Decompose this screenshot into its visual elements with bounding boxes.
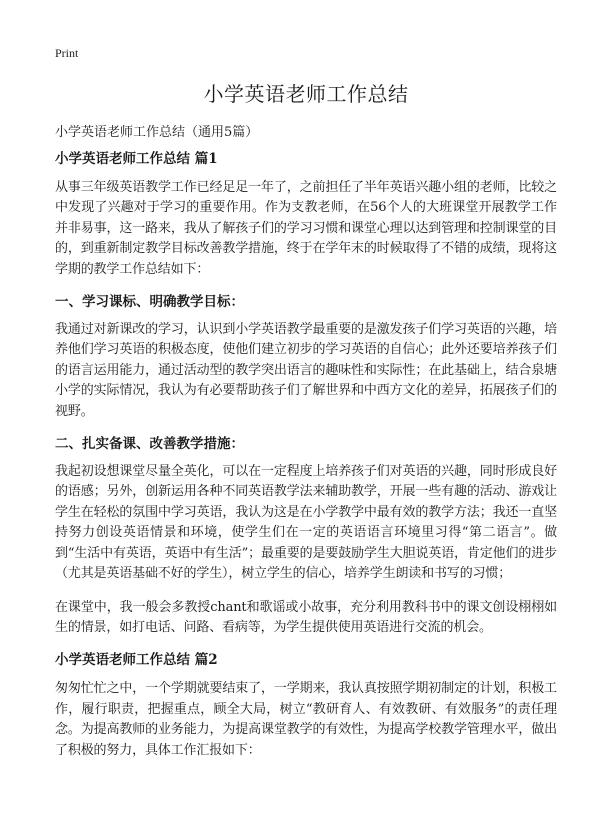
article-intro-paragraph: 匆匆忙忙之中，一个学期就要结束了，一学期来，我认真按照学期初制定的计划，积极工作，履行职责，把握重点，顾全大局，树立“教研育人、有效教研、有效服务”的责任理念。为提高教师的业务能力，为提高课堂教学的有效性，为提高学校教学管理水平，做出了积极的努力，具体工作汇报如下： <box>55 681 557 758</box>
body-paragraph: 在课堂中，我一般会多教授chant和歌谣或小故事，充分利用教科书中的课文创设栩栩如生的情景，如打电话、问路、看病等，为学生提供使用英语进行交流的机会。 <box>55 599 557 635</box>
article-intro-paragraph: 从事三年级英语教学工作已经足足一年了，之前担任了半年英语兴趣小组的老师，比较之中发现了兴趣对于学习的重要作用。作为支教老师，在56个人的大班课堂开展教学工作并非易事，这一路来，我从了解孩子们的学习习惯和课堂心理以达到管理和控制课堂的目的，到重新制定教学目标改善教学措施，终于在学年末的时候取得了不错的成绩，现将这学期的教学工作总结如下： <box>55 180 557 277</box>
article-heading: 小学英语老师工作总结 篇2 <box>55 652 218 669</box>
body-paragraph: 我起初设想课堂尽量全英化，可以在一定程度上培养孩子们对英语的兴趣，同时形成良好的语感；另外，创新运用各种不同英语教学法来辅助教学，开展一些有趣的活动、游戏让学生在轻松的氛围中学习英语，我认为这是在小学教学中最有效的教学方法；我还一直坚持努力创设英语情景和环境，使学生们在一定的英语语言环境里习得“第二语言”。做到“生活中有英语，英语中有生活”；最重要的是要鼓励学生大胆说英语，肯定他们的进步（尤其是英语基础不好的学生），树立学生的信心，培养学生朗读和书写的习惯； <box>55 464 557 582</box>
document-body <box>55 150 557 774</box>
print-link[interactable]: Print <box>55 46 79 60</box>
section-heading: 二、扎实备课、改善教学措施： <box>55 436 244 453</box>
page-title: 小学英语老师工作总结 <box>203 82 409 106</box>
section-heading: 一、学习课标、明确教学目标： <box>55 294 244 311</box>
document-subtitle: 小学英语老师工作总结（通用5篇） <box>55 125 259 140</box>
article-heading: 小学英语老师工作总结 篇1 <box>55 151 218 167</box>
body-paragraph: 我通过对新课改的学习，认识到小学英语教学最重要的是激发孩子们学习英语的兴趣，培养他们学习英语的积极态度，使他们建立初步的学习英语的自信心；此外还要培养孩子们的语言运用能力，通过活动型的教学突出语言的趣味性和实际性；在此基础上，结合泉塘小学的实际情况，我认为有必要帮助孩子们了解世界和中西方文化的差异，拓展孩子们的视野。 <box>55 322 557 419</box>
